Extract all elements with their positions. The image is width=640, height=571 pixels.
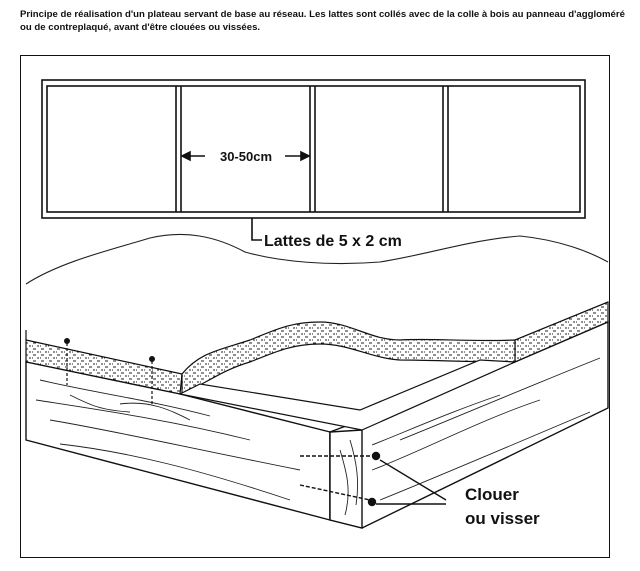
battens-label: Lattes de 5 x 2 cm <box>264 233 402 250</box>
top-view-batten-frame <box>42 80 585 218</box>
figure-caption: Principe de réalisation d'un plateau servant de base au réseau. Les lattes sont collés avec de la colle à bois au panneau d'aggloméré ou de contreplaqué, avant d'être clouées ou vissées. <box>20 9 625 33</box>
battens-leader-line <box>252 218 262 240</box>
fixing-label-line1: Clouer <box>465 485 519 504</box>
fixing-label-line2: ou visser <box>465 509 540 528</box>
spacing-label: 30-50cm <box>219 149 273 164</box>
